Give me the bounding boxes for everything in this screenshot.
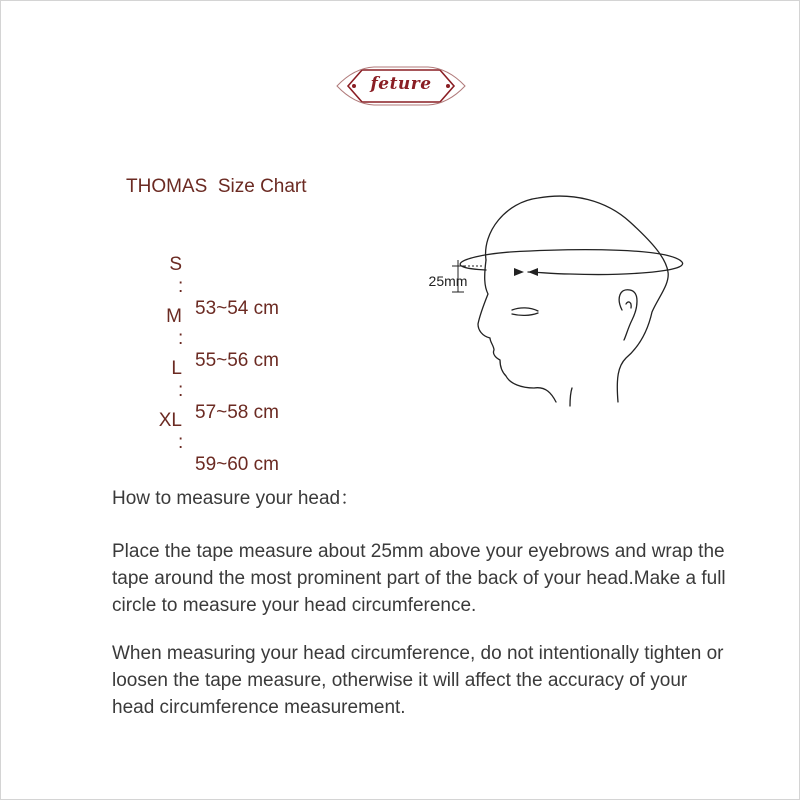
size-chart-title: THOMAS Size Chart	[126, 176, 307, 197]
ear	[619, 290, 637, 340]
size-range: 59~60 cm	[195, 454, 279, 475]
instructions-heading: How to measure your head：	[112, 488, 360, 509]
tape-measure	[460, 250, 682, 275]
logo-text: feture	[370, 74, 432, 94]
size-separator: :	[178, 432, 184, 453]
brand-logo	[334, 64, 468, 108]
size-row	[140, 388, 340, 475]
size-label: S	[169, 254, 182, 275]
size-range: 53~54 cm	[195, 298, 279, 319]
head-outline	[486, 196, 669, 402]
arrow-left	[528, 268, 538, 276]
instructions-paragraph: When measuring your head circumference, do not intentionally tighten or loosen the tape measure, otherwise it will affect the accuracy of your head circumference measurement.	[112, 643, 724, 718]
arrow-right	[514, 268, 524, 276]
face-profile	[478, 260, 556, 402]
size-row	[140, 232, 340, 319]
size-label: M	[166, 306, 182, 327]
instructions-paragraph: Place the tape measure about 25mm above your eyebrows and wrap the tape around the most prominent part of the back of your head.Make a full circle to measure your head circumference.	[112, 541, 726, 616]
eye	[512, 308, 538, 311]
head-measurement-diagram	[420, 180, 690, 410]
size-row	[140, 284, 340, 371]
size-separator: :	[178, 380, 184, 401]
size-range: 57~58 cm	[195, 402, 279, 423]
size-separator: :	[178, 276, 184, 297]
measure-label: 25mm	[428, 273, 468, 289]
size-range: 55~56 cm	[195, 350, 279, 371]
size-separator: :	[178, 328, 184, 349]
size-label: L	[171, 358, 182, 379]
size-label: XL	[158, 410, 182, 431]
